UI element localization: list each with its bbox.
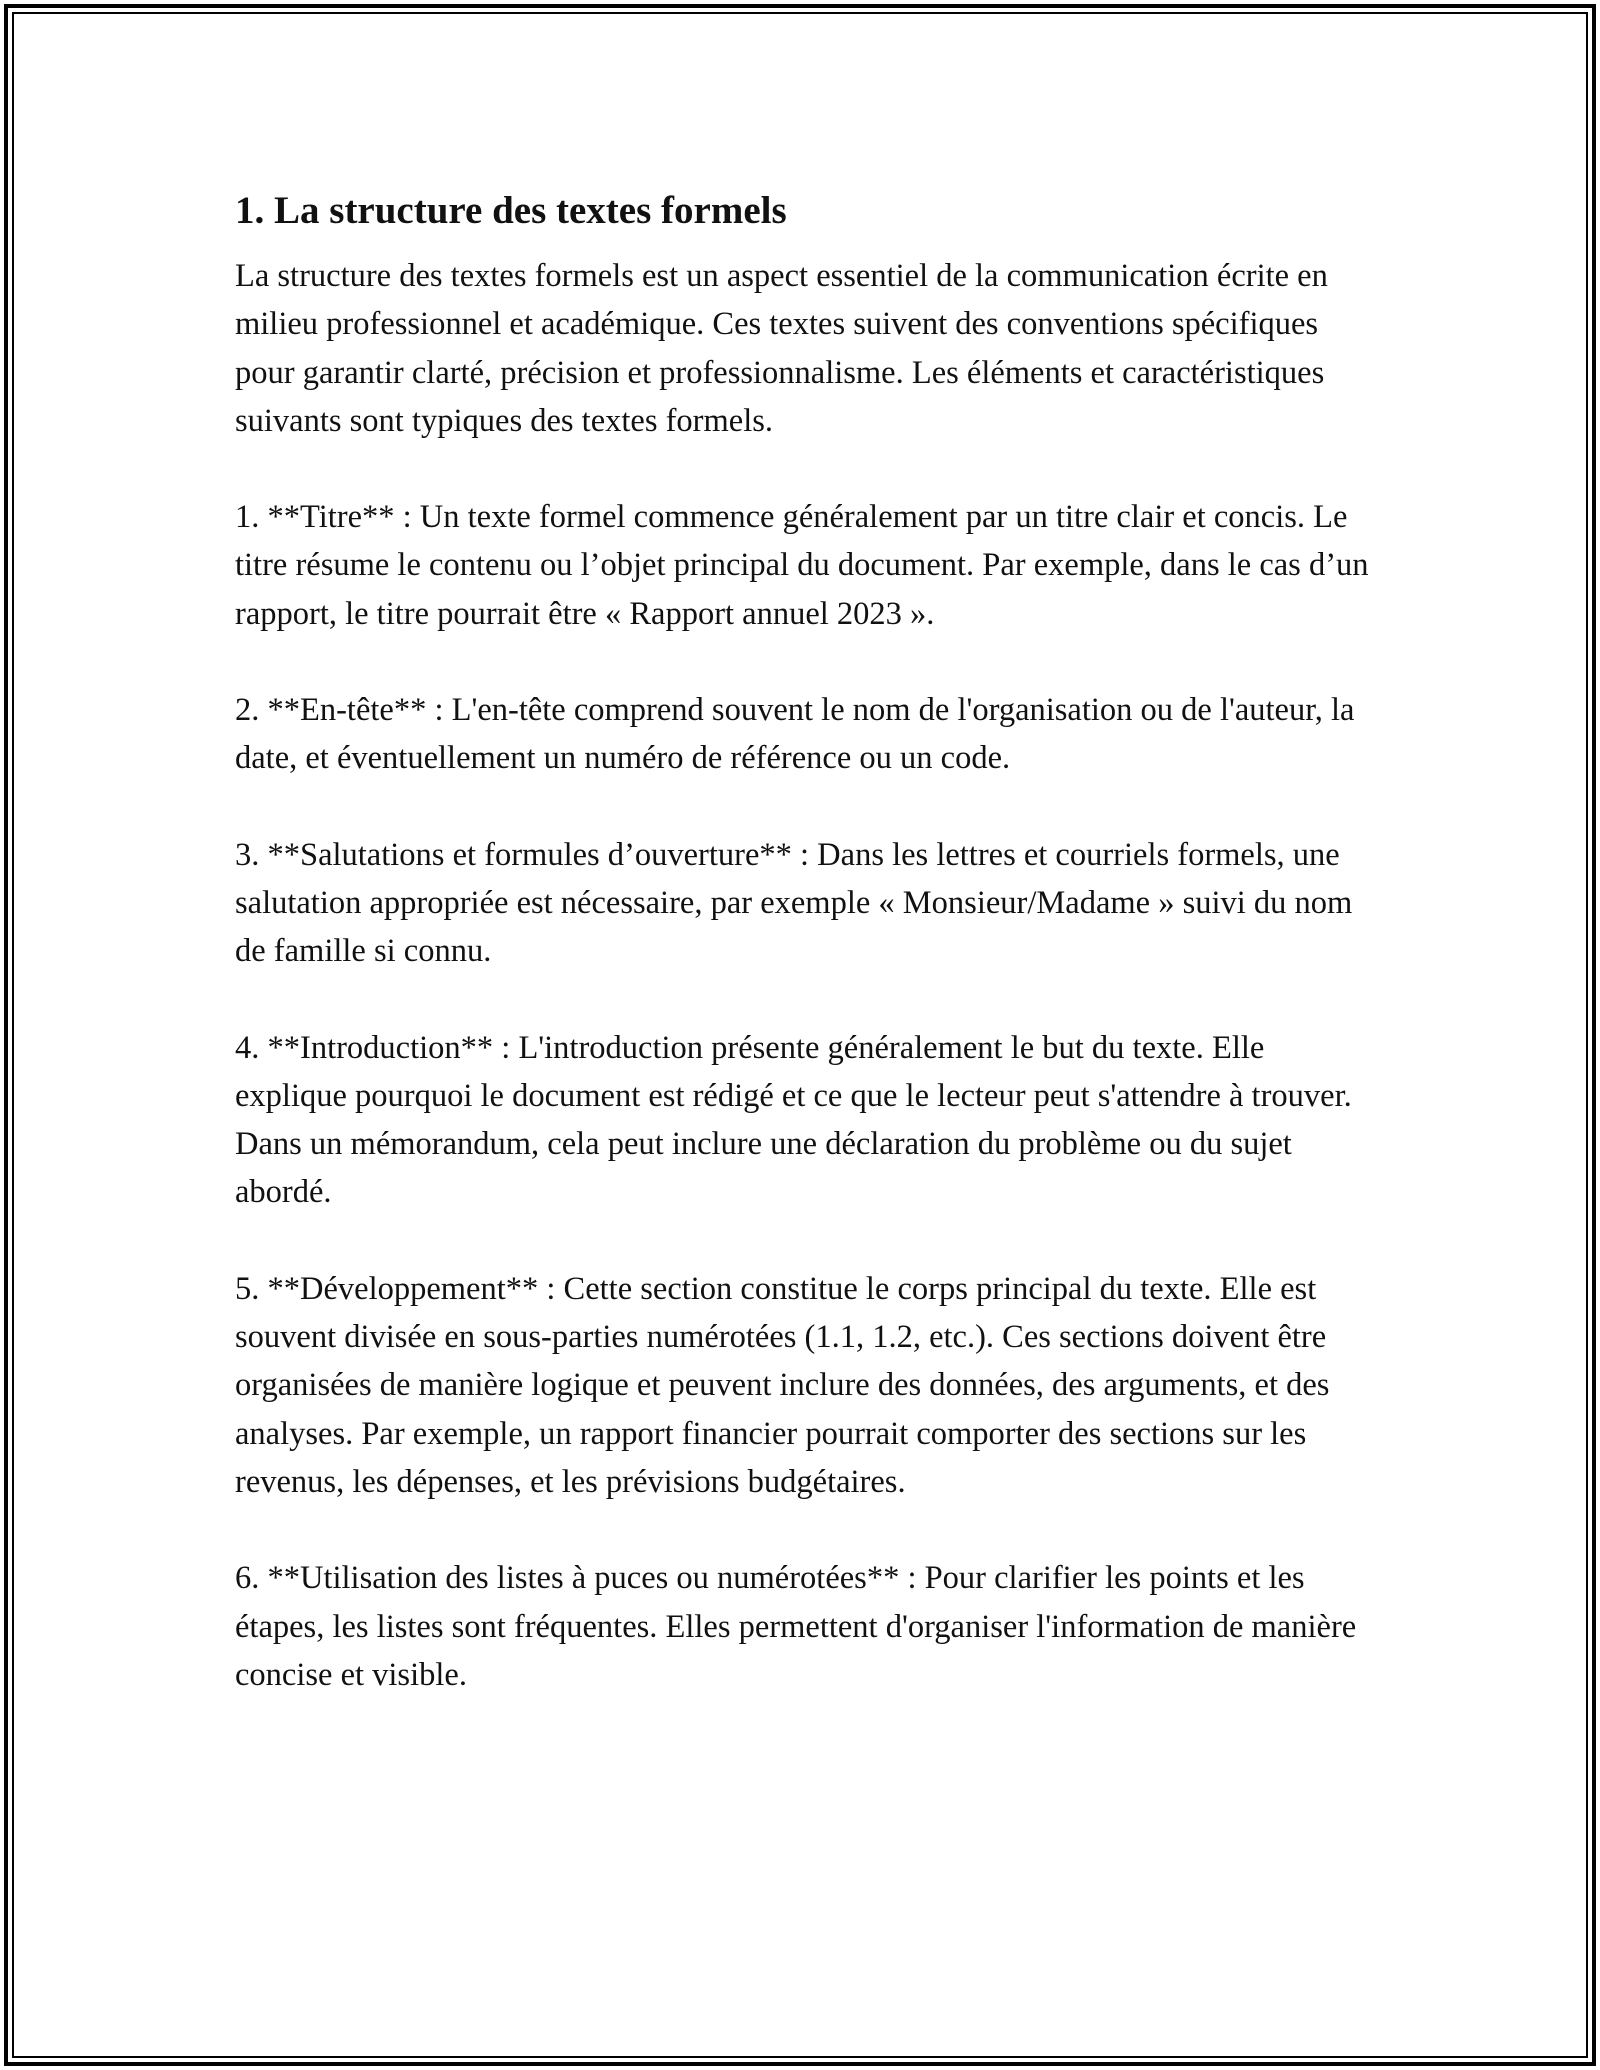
section-title: 1. La structure des textes formels [235, 189, 787, 232]
intro-paragraph: La structure des textes formels est un aspect essentiel de la communication écrite en milieu professionnel et académique. Ces textes suivent des conventions spécifiques pour garantir clarté, précision et professionnalisme. Les éléments et caractéristiques suivants sont typiques des textes formels. [235, 258, 1328, 439]
item-listes-paragraph: 6. **Utilisation des listes à puces ou numérotées** : Pour clarifier les points et les étapes, les listes sont fréquentes. Elles permettent d'organiser l'information de manière concise et visible. [235, 1560, 1357, 1693]
item-salutations-paragraph: 3. **Salutations et formules d’ouverture** : Dans les lettres et courriels formels, une salutation appropriée est nécessaire, par exemple « Monsieur/Madame » suivi du nom de famille si connu. [235, 836, 1353, 970]
item-titre-paragraph: 1. **Titre** : Un texte formel commence généralement par un titre clair et concis. Le titre résume le contenu ou l’objet principal du document. Par exemple, dans le cas d’un rapport, le titre pourrait être « Rapport annuel 2023 ». [235, 499, 1369, 632]
item-introduction-paragraph: 4. **Introduction** : L'introduction présente généralement le but du texte. Elle explique pourquoi le document est rédigé et ce que le lecteur peut s'attendre à trouver. Dans un mémorandum, cela peut inclure une déclaration du problème ou du sujet abordé. [235, 1029, 1352, 1211]
item-en-tete-paragraph: 2. **En-tête** : L'en-tête comprend souvent le nom de l'organisation ou de l'auteur, la date, et éventuellement un numéro de référence ou un code. [235, 692, 1355, 777]
item-developpement-paragraph: 5. **Développement** : Cette section constitue le corps principal du texte. Elle est souvent divisée en sous-parties numérotées (1.1, 1.2, etc.). Ces sections doivent être organisées de manière logique et peuvent inclure des données, des arguments, et des analyses. Par exemple, un rapport financier pourrait comporter des sections sur les revenus, les dépenses, et les prévisions budgétaires. [235, 1270, 1330, 1500]
document-body [235, 186, 1375, 1699]
